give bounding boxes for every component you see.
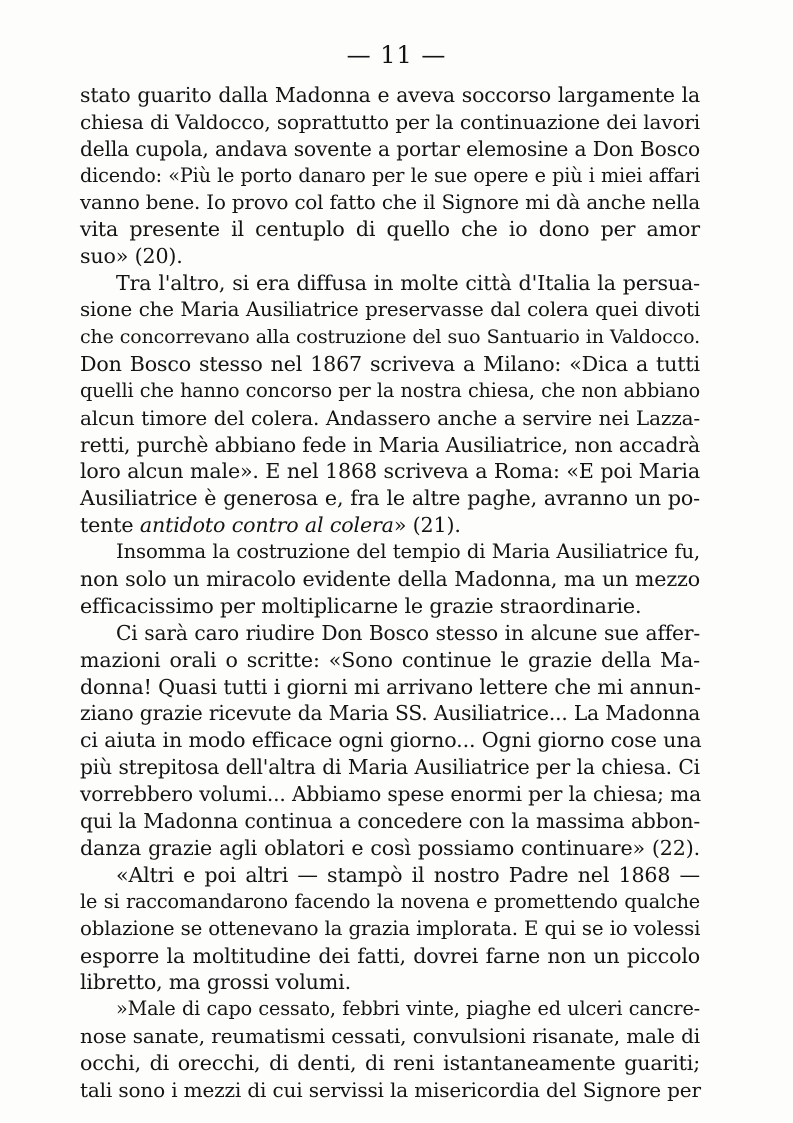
- text-line: suo» (20).: [80, 244, 183, 269]
- text-line: Ci sarà caro riudire Don Bosco stesso in alcune sue affer-: [116, 620, 700, 645]
- text-line: occhi, di orecchi, di denti, di reni istantaneamente guariti;: [80, 1051, 700, 1076]
- text-line: libretto, ma grossi volumi.: [80, 970, 351, 995]
- text-line: oblazione se ottenevano la grazia implorata. E qui se io volessi: [80, 916, 701, 940]
- text-span: » (21).: [393, 513, 461, 538]
- text-line: che concorrevano alla costruzione del suo Santuario in Valdocco.: [80, 326, 700, 349]
- text-line: «Altri e poi altri — stampò il nostro Padre nel 1868 —: [116, 862, 700, 887]
- text-line: Don Bosco stesso nel 1867 scriveva a Milano: «Dica a tutti: [80, 351, 700, 376]
- text-line: più strepitosa dell'altra di Maria Ausiliatrice per la chiesa. Ci: [80, 755, 700, 780]
- text-line: retti, purchè abbiano fede in Maria Ausiliatrice, non accadrà: [80, 432, 700, 457]
- text-line: Tra l'altro, si era diffusa in molte città d'Italia la persua-: [116, 271, 700, 296]
- page-number: — 11 —: [346, 41, 447, 69]
- text-line: vanno bene. Io provo col fatto che il Signore mi dà anche nella: [80, 190, 700, 214]
- text-line: sione che Maria Ausiliatrice preservasse dal colera quei divoti: [80, 298, 700, 322]
- text-line: mazioni orali o scritte: «Sono continue le grazie della Ma-: [80, 647, 700, 672]
- text-line: »Male di capo cessato, febbri vinte, piaghe ed ulceri cancre-: [116, 997, 700, 1021]
- text-line: donna! Quasi tutti i giorni mi arrivano lettere che mi annun-: [80, 674, 701, 699]
- italic-text: antidoto contro al colera: [139, 513, 394, 538]
- text-line: danza grazie agli oblatori e così possiamo continuare» (22).: [80, 835, 700, 860]
- text-line: della cupola, andava sovente a portar elemosine a Don Bosco: [80, 136, 700, 161]
- text-line: vita presente il centuplo di quello che io dono per amor: [80, 217, 700, 242]
- text-line: Insomma la costruzione del tempio di Maria Ausiliatrice fu,: [116, 540, 700, 564]
- text-line: alcun timore del colera. Andassero anche a servire nei Lazza-: [80, 405, 700, 430]
- text-line: tali sono i mezzi di cui servissi la misericordia del Signore per: [80, 1077, 701, 1102]
- text-line: chiesa di Valdocco, soprattutto per la continuazione dei lavori: [80, 109, 700, 134]
- text-line: loro alcun male». E nel 1868 scriveva a Roma: «E poi Maria: [80, 459, 700, 484]
- text-line: dicendo: «Più le porto danaro per le sue opere e più i miei affari: [80, 163, 700, 187]
- text-line: qui la Madonna continua a concedere con la massima abbon-: [80, 809, 700, 834]
- text-line: Ausiliatrice è generosa e, fra le altre paghe, avranno un po-: [80, 486, 700, 511]
- text-line: ci aiuta in modo efficace ogni giorno... Ogni giorno cose una: [80, 728, 702, 753]
- body-text: [80, 82, 700, 1104]
- text-line: non solo un miracolo evidente della Madonna, ma un mezzo: [80, 567, 700, 592]
- text-line: efficacissimo per moltiplicarne le grazie straordinarie.: [80, 593, 642, 618]
- text-line: vorrebbero volumi... Abbiamo spese enormi per la chiesa; ma: [80, 782, 701, 807]
- text-line: quelli che hanno concorso per la nostra chiesa, che non abbiano: [80, 378, 700, 402]
- text-line: esporre la moltitudine dei fatti, dovrei farne non un piccolo: [80, 943, 700, 968]
- text-line: le si raccomandarono facendo la novena e promettendo qualche: [80, 889, 700, 913]
- text-line: stato guarito dalla Madonna e aveva soccorso largamente la: [80, 83, 700, 107]
- text-line: ziano grazie ricevute da Maria SS. Ausiliatrice... La Madonna: [80, 701, 701, 726]
- text-span: tente: [80, 513, 140, 538]
- text-line: [80, 512, 700, 539]
- text-line: nose sanate, reumatismi cessati, convulsioni risanate, male di: [80, 1024, 700, 1049]
